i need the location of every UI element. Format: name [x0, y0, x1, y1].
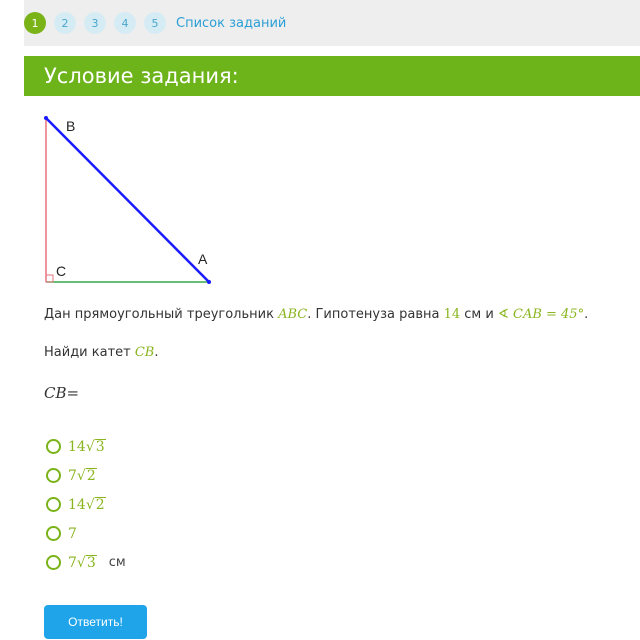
option-5[interactable] [46, 548, 126, 577]
option-value: 14√3 [68, 438, 105, 455]
step-4[interactable]: 4 [114, 12, 136, 34]
option-value: 7 [68, 525, 77, 542]
task-navigation [24, 12, 286, 34]
option-1[interactable] [46, 432, 126, 461]
statement-prefix: Дан прямоугольный треугольник [44, 307, 279, 322]
triangle-diagram [40, 112, 220, 292]
option-2[interactable] [46, 461, 126, 490]
option-3[interactable] [46, 490, 126, 519]
option-value: 7√2 [68, 467, 96, 484]
step-3[interactable]: 3 [84, 12, 106, 34]
question-prefix: Найди катет [44, 345, 135, 360]
label-c: C [56, 263, 67, 279]
vertex-a [207, 280, 211, 284]
unit-label: см [108, 555, 126, 570]
problem-statement [44, 307, 588, 322]
answer-expression: CB= [44, 384, 80, 402]
statement-mid: . Гипотенуза равна [307, 307, 444, 322]
hypotenuse-value: 14 [443, 307, 461, 322]
vertex-b [44, 116, 48, 120]
hypotenuse-ab [46, 118, 209, 282]
option-4[interactable] [46, 519, 126, 548]
label-b: B [66, 118, 76, 134]
label-a: A [198, 251, 208, 267]
option-value: 14√2 [68, 496, 105, 513]
angle-icon: ∢ [497, 307, 509, 322]
submit-answer-button[interactable]: Ответить! [44, 605, 147, 639]
right-angle-mark [46, 275, 53, 282]
condition-header: Условие задания: [24, 56, 640, 96]
answer-options [46, 432, 126, 577]
step-1[interactable]: 1 [24, 12, 46, 34]
angle-value: CAB = 45° [508, 307, 585, 322]
option-value: 7√3 [68, 554, 96, 571]
step-2[interactable]: 2 [54, 12, 76, 34]
radio-button[interactable] [46, 468, 61, 483]
question-end: . [154, 345, 159, 360]
step-5[interactable]: 5 [144, 12, 166, 34]
radio-button[interactable] [46, 439, 61, 454]
statement-end: . [584, 307, 589, 322]
triangle-name: ABC [278, 307, 308, 322]
question [44, 345, 159, 360]
statement-unit: см и [460, 307, 498, 322]
radio-button[interactable] [46, 497, 61, 512]
leg-name: CB [134, 345, 155, 360]
radio-button[interactable] [46, 526, 61, 541]
radio-button[interactable] [46, 555, 61, 570]
task-list-link[interactable]: Список заданий [176, 15, 287, 31]
